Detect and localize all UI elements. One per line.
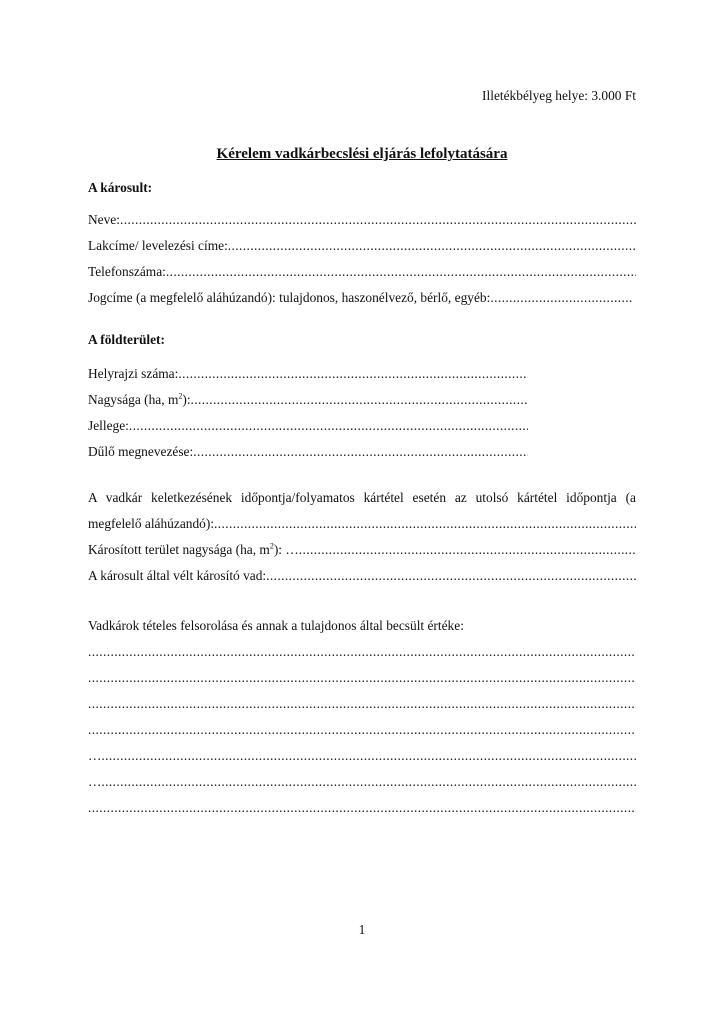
field-damaged-area[interactable]: [88, 542, 636, 558]
field-parcel-number[interactable]: [88, 366, 528, 382]
field-legal-title-label: Jogcíme (a megfelelő aláhúzandó): tulajdonos, haszonélvező, bérlő, egyéb:: [88, 290, 491, 305]
field-phone-blank[interactable]: [166, 264, 636, 280]
field-land-size-label: Nagysága (ha, $m^2$):: [88, 392, 191, 407]
field-damaged-area-label: Károsított terület nagysága (ha, $m^2$): …: [88, 542, 299, 557]
field-damaged-area-blank[interactable]: [299, 542, 636, 558]
page-number: 1: [358, 922, 366, 937]
field-legal-title[interactable]: [88, 290, 632, 306]
field-locality-name-blank[interactable]: [193, 444, 528, 460]
field-land-size[interactable]: [88, 392, 528, 408]
field-address-label: Lakcíme/ levelezési címe:: [88, 238, 228, 253]
field-parcel-number-blank[interactable]: [178, 366, 528, 382]
page-title: Kérelem vadkárbecslési eljárás lefolytatására: [216, 146, 508, 162]
itemized-line[interactable]: … .....: [88, 774, 636, 790]
field-phone[interactable]: [88, 264, 636, 280]
field-legal-title-blank[interactable]: [490, 290, 632, 306]
field-address[interactable]: [88, 238, 636, 254]
field-land-type[interactable]: [88, 418, 528, 434]
field-damage-date-blank[interactable]: [214, 516, 636, 532]
field-name-label: Neve:: [88, 212, 120, 227]
field-name[interactable]: [88, 212, 636, 228]
field-damage-date-label: megfelelő aláhúzandó):: [88, 516, 215, 531]
itemized-line[interactable]: … .....: [88, 748, 636, 764]
itemized-line[interactable]: [88, 670, 636, 686]
field-locality-name[interactable]: [88, 444, 528, 460]
field-damaging-game-label: A károsult által vélt károsító vad:: [88, 568, 267, 583]
field-damage-date[interactable]: [88, 516, 636, 532]
field-parcel-number-label: Helyrajzi száma:: [88, 366, 179, 381]
field-locality-name-label: Dűlő megnevezése:: [88, 444, 194, 459]
field-land-type-blank[interactable]: [129, 418, 528, 434]
field-damaging-game[interactable]: [88, 568, 636, 584]
field-name-blank[interactable]: [120, 212, 636, 228]
itemized-line[interactable]: [88, 644, 636, 660]
damage-date-question: A vadkár keletkezésének időpontja/folyamatos kártétel esetén az utolsó kártétel időpontja (a: [88, 490, 636, 505]
section-heading-injured-party: A károsult:: [88, 180, 153, 195]
field-phone-label: Telefonszáma:: [88, 264, 166, 279]
section-heading-land: A földterület:: [88, 332, 165, 347]
field-land-type-label: Jellege:: [88, 418, 129, 433]
field-land-size-blank[interactable]: [191, 392, 528, 408]
stamp-fee-note: Illetékbélyeg helye: 3.000 Ft: [482, 88, 636, 103]
itemized-line[interactable]: [88, 696, 636, 712]
itemized-line[interactable]: [88, 800, 636, 816]
field-address-blank[interactable]: [228, 238, 636, 254]
itemized-line[interactable]: [88, 722, 636, 738]
field-damaging-game-blank[interactable]: [266, 568, 636, 584]
itemized-heading: Vadkárok tételes felsorolása és annak a tulajdonos által becsült értéke:: [88, 618, 464, 633]
